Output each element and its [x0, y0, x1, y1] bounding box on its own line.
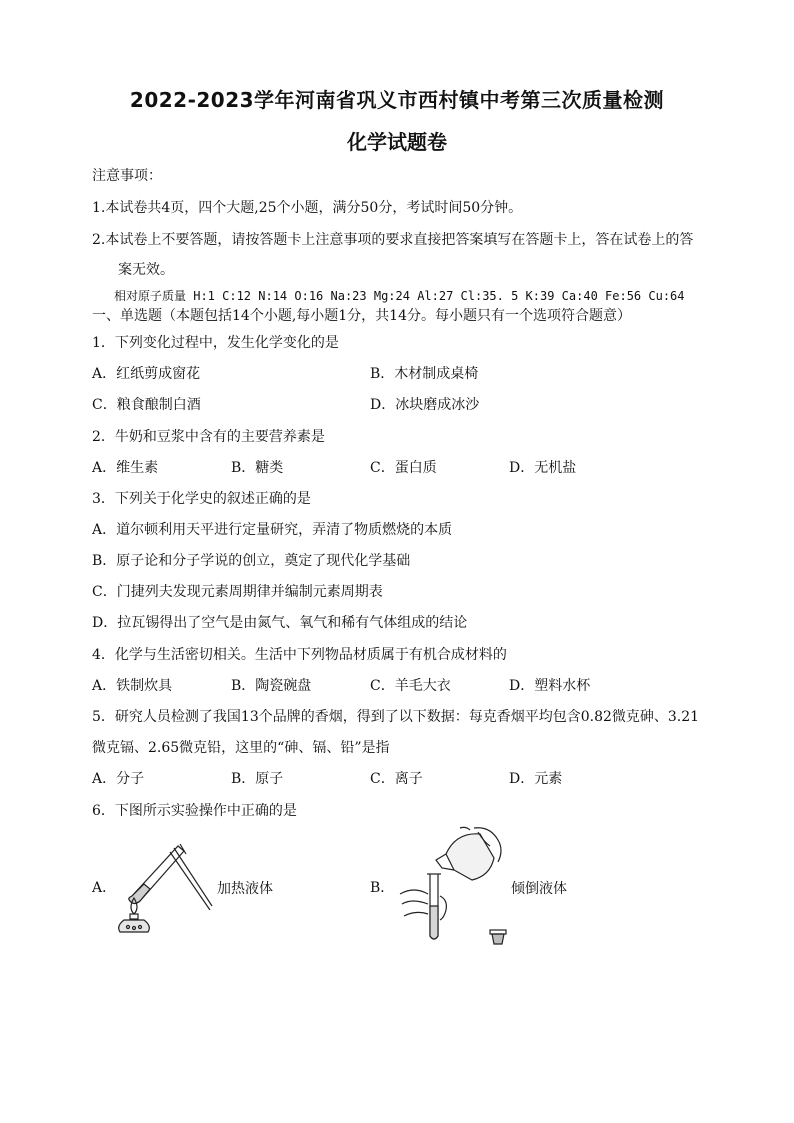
heating-liquid-figure [118, 838, 214, 934]
question-3-option-b: B．原子论和分子学说的创立，奠定了现代化学基础 [92, 553, 411, 569]
question-4-stem: 4．化学与生活密切相关。生活中下列物品材质属于有机合成材料的 [92, 647, 507, 663]
question-4-option-a: A．铁制炊具 [92, 678, 173, 694]
question-5-stem-line-1: 5．研究人员检测了我国13个品牌的香烟，得到了以下数据：每克香烟平均包含0.82微克砷、3.21 [92, 709, 700, 725]
question-2-stem: 2．牛奶和豆浆中含有的主要营养素是 [92, 429, 325, 445]
figure-b-label: 倾倒液体 [511, 881, 567, 897]
question-3-option-d: D．拉瓦锡得出了空气是由氮气、氧气和稀有气体组成的结论 [92, 615, 468, 631]
question-2-option-b: B．糖类 [231, 460, 284, 476]
exam-title: 2022-2023学年河南省巩义市西村镇中考第三次质量检测 [129, 88, 665, 112]
question-5-stem-line-2: 微克镉、2.65微克铅，这里的“砷、镉、铅”是指 [92, 740, 390, 756]
notice-item-2-line-1: 2.本试卷上不要答题，请按答题卡上注意事项的要求直接把答案填写在答题卡上，答在试卷上的答 [92, 232, 694, 248]
figure-a-label: 加热液体 [217, 881, 273, 897]
question-5-option-d: D．元素 [509, 771, 563, 787]
question-2-option-a: A．维生素 [92, 460, 159, 476]
question-2-option-c: C．蛋白质 [370, 460, 437, 476]
question-2-option-d: D．无机盐 [509, 460, 577, 476]
question-1-option-d: D．冰块磨成冰沙 [370, 397, 480, 413]
question-5-option-b: B．原子 [231, 771, 284, 787]
question-3-option-a: A．道尔顿利用天平进行定量研究，弄清了物质燃烧的本质 [92, 522, 453, 538]
question-6-option-b: B． [370, 880, 395, 896]
question-5-option-a: A．分子 [92, 771, 145, 787]
question-6-option-a: A． [92, 880, 117, 896]
question-3-option-c: C．门捷列夫发现元素周期律并编制元素周期表 [92, 584, 383, 600]
question-6-stem: 6．下图所示实验操作中正确的是 [92, 803, 297, 819]
question-1-option-a: A．红纸剪成窗花 [92, 366, 201, 382]
question-4-option-b: B．陶瓷碗盘 [231, 678, 312, 694]
question-1-option-b: B．木材制成桌椅 [370, 366, 479, 382]
question-1-option-c: C．粮食酿制白酒 [92, 397, 201, 413]
question-4-option-c: C．羊毛大衣 [370, 678, 451, 694]
section-1-heading: 一、单选题（本题包括14个小题,每小题1分，共14分。每小题只有一个选项符合题意） [92, 308, 631, 324]
pouring-liquid-figure [394, 824, 514, 948]
question-5-option-c: C．离子 [370, 771, 423, 787]
notice-heading: 注意事项： [92, 168, 162, 184]
question-1-stem: 1．下列变化过程中，发生化学变化的是 [92, 335, 339, 351]
exam-subtitle: 化学试题卷 [347, 130, 447, 154]
atomic-mass-line: 相对原子质量 H:1 C:12 N:14 O:16 Na:23 Mg:24 Al:27 Cl:35. 5 K:39 Ca:40 Fe:56 Cu:64 [114, 289, 685, 303]
question-4-option-d: D．塑料水杯 [509, 678, 591, 694]
notice-item-2-line-2: 案无效。 [118, 262, 174, 278]
question-3-stem: 3．下列关于化学史的叙述正确的是 [92, 491, 311, 507]
notice-item-1: 1.本试卷共4页，四个大题,25个小题，满分50分，考试时间50分钟。 [92, 200, 523, 216]
